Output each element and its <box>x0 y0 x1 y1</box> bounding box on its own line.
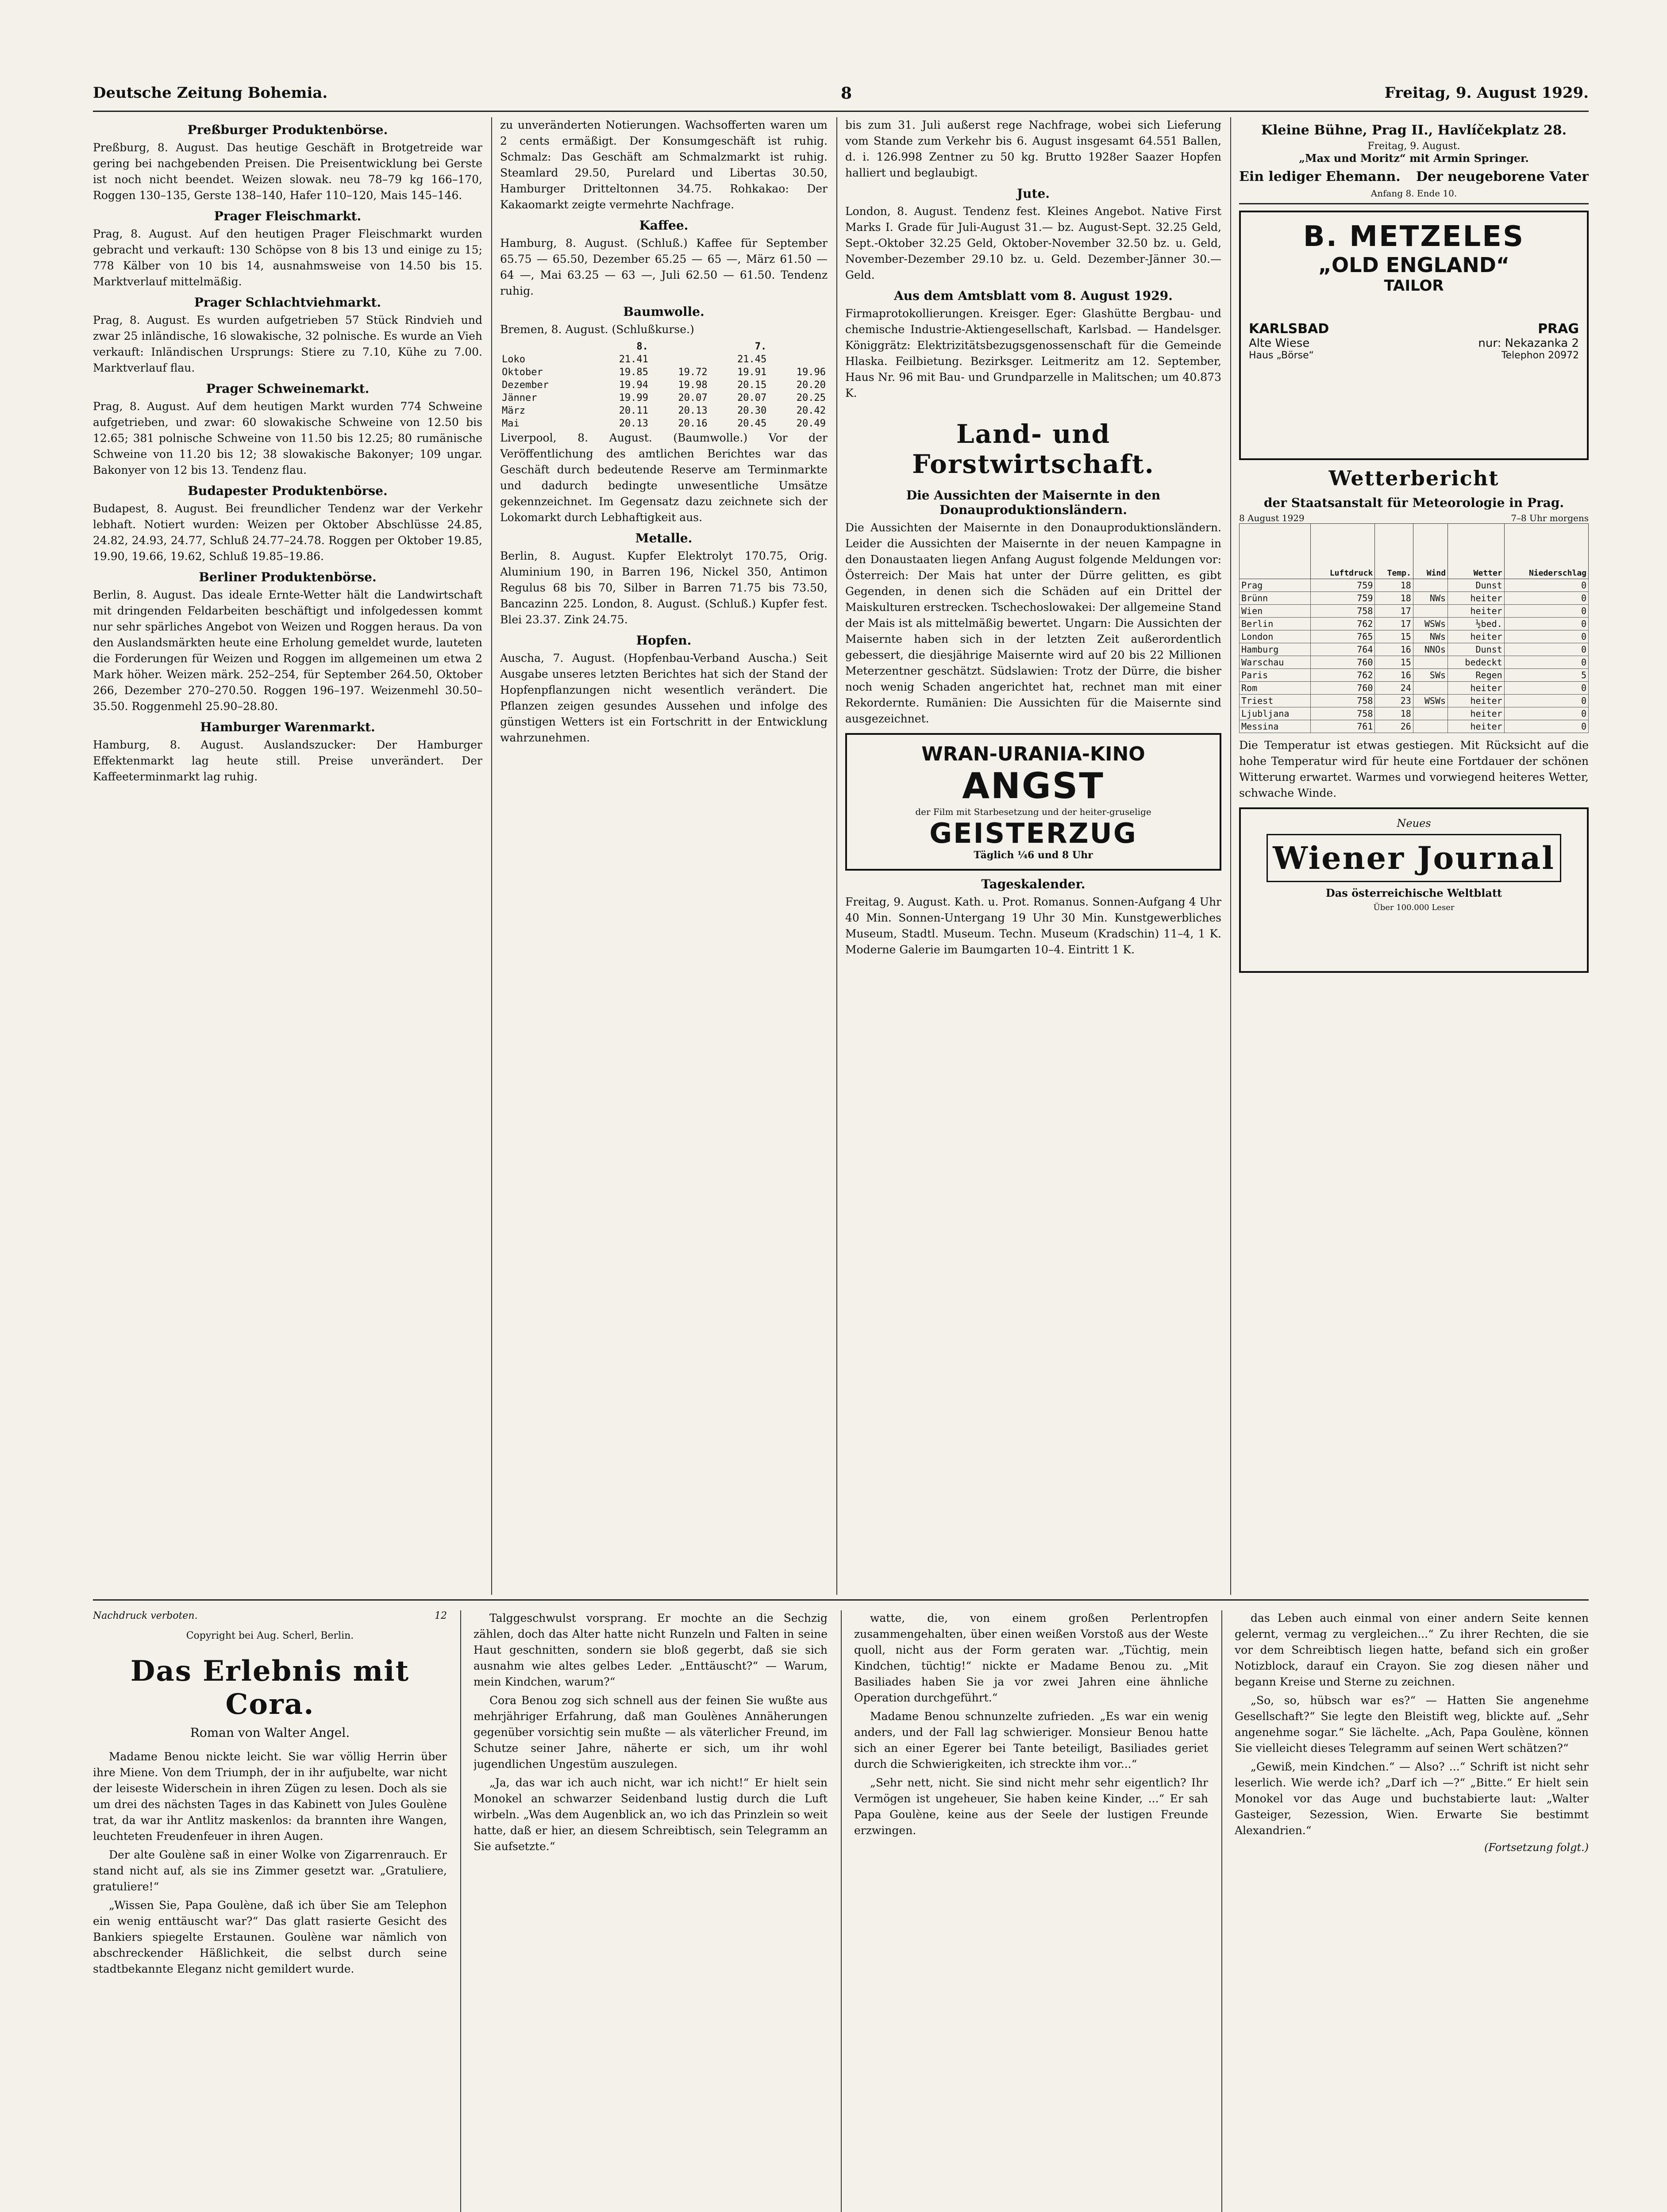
film-subtitle: der Film mit Starbesetzung und der heiter-gruselige <box>915 806 1151 817</box>
report-title: Kaffee. <box>639 218 689 233</box>
tailor-advertisement <box>1239 211 1589 460</box>
report-text: Liverpool, 8. August. (Baumwolle.) Vor der Veröffentlichung des amtlichen Berichtes war das Geschäft durch bedeutende Reserve am Terminmarkte und dadurch bedingte unwesentliche Umsätze gekennzeichnet. Im Gegensatz dazu zeichnete sich der Lokomarkt durch Lebhaftigkeit aus. <box>500 431 828 524</box>
report-text: Die Aussichten der Maisernte in den Donauproduktionsländern. Leider die Aussichten der Maisernte in der neuen Kampagne in den Donaustaaten liegen Anfang August folgende Meldungen vor: Österreich: Der Mais hat unter der Dürre gelitten, es gibt Gegenden, in denen sich die Schäden auf ein Drittel der Maiskulturen erstrecken. Tschechoslowakei: Der allgemeine Stand der Mais ist als mittelmäßig bewertet. Ungarn: Die Aussichten der Maisernte haben sich in der letzten Zeit außerordentlich gebessert, die diesjährige Maisernte wird auf 20 bis 22 Millionen Meterzentner geschätzt. Südslawien: Trotz der Dürre, die bisher noch wenig Schaden angerichtet hat, rechnet man mit einer Rekordernte. Rumänien: Die Aussichten für die Maisernte sind ausgezeichnet. <box>845 521 1221 725</box>
show-times: Anfang 8. Ende 10. <box>1371 188 1457 199</box>
shop-name: B. METZELES <box>1303 220 1525 253</box>
report-title: Prager Schweinemarkt. <box>206 381 370 396</box>
serial-column <box>854 1610 1208 2212</box>
continuation-note: (Fortsetzung folgt.) <box>1484 1841 1589 1854</box>
novel-title: Das Erlebnis mit Cora. <box>130 1655 410 1721</box>
report-text: Berlin, 8. August. Kupfer Elektrolyt 170.75, Orig. Aluminium 190, in Barren 196, Nickel 350, Antimon Regulus 68 bis 70, Silber in Barren 71.75 bis 73.50, Bancazinn 225. London, 8. August. (Schluß.) Kupfer fest. Blei 23.37. Zink 24.75. <box>500 549 828 626</box>
play-title: Der neugeborene Vater <box>1416 169 1589 184</box>
report-text: Freitag, 9. August. Kath. u. Prot. Romanus. Sonnen-Aufgang 4 Uhr 40 Min. Sonnen-Untergang 19 Uhr 30 Min. Kunstgewerbliches Museum, Stadtl. Museum. Techn. Museum (Kradschin) 11–4, 1 K. Moderne Galerie im Baumgarten 10–4. Eintritt 1 K. <box>845 895 1221 956</box>
reprint-notice: Nachdruck verboten. <box>93 1610 198 1621</box>
brand-name: „OLD ENGLAND“ <box>1318 253 1510 277</box>
column-divider <box>1221 1610 1222 2212</box>
report-text: Berlin, 8. August. Das ideale Ernte-Wetter hält die Landwirtschaft mit dringenden Feldarbeiten beschäftigt und infolgedessen kommt nur sehr spärliches Angebot von Weizen und Roggen heraus. Da von den Auslandsmärkten heute eine Erholung gemeldet wurde, lauteten die Forderungen für Weizen und Roggen im allgemeinen um etwa 2 Mark höher. Weizen märk. 252–254, für September 264.50, Oktober 266, Dezember 270–270.50. Roggen 196–197. Weizenmehl 30.50–35.50. Roggenmehl 25.90–28.80. <box>93 588 482 713</box>
market-report <box>93 484 482 565</box>
novel-paragraph: Madame Benou schnunzelte zufrieden. „Es war ein wenig anders, und der Fall lag schwieriger. Monsieur Benou hatte sich an einer Egerer bei Tante beteiligt, Basiliades geriet durch die Schwierigkeiten, ich streckte ihm vor...“ <box>854 1710 1208 1770</box>
film-title: GEISTERZUG <box>929 817 1137 849</box>
cotton-price-table <box>500 340 828 430</box>
serial-column <box>1235 1610 1589 2212</box>
novel-paragraph: watte, die, von einem großen Perlentropfen zusammengehalten, über einen weißen Vorstoß aus der Weste quoll, nicht aus der Form geraten war. „Tüchtig, mein Kindchen, tüchtig!“ nickte er Madame Benou zu. „Mit Basiliades haben Sie ja vor zwei Jahren eine ähnliche Operation durchgeführt.“ <box>854 1612 1208 1704</box>
weather-time: 7–8 Uhr morgens <box>1511 513 1589 523</box>
cinema-name: WRAN-URANIA-KINO <box>921 743 1145 765</box>
report-title: Preßburger Produktenbörse. <box>187 123 388 137</box>
report-title: Jute. <box>1016 186 1050 201</box>
page-header <box>93 84 1589 112</box>
table-row: Dezember 19.94 19.98 20.15 20.20 <box>502 380 826 391</box>
report-text: Hamburg, 8. August. Auslandszucker: Der Hamburger Effektenmarkt lag heute still. Preise unverändert. Der Kaffeeterminmarkt lag ruhig. <box>93 738 482 783</box>
table-row: Paris 762 16 SWs Regen 5 <box>1240 669 1589 682</box>
film-title: ANGST <box>962 765 1105 806</box>
novel-paragraph: das Leben auch einmal von einer andern Seite kennen gelernt, vermag zu vergleichen...“ Zu ihrer Rechten, die sie vor dem Schreibtisch liegen hatte, befand sich ein großer Notizblock, darauf ein Crayon. Sie zog diesen näher und begann Kreise und Sterne zu zeichnen. <box>1235 1612 1589 1688</box>
report-title: Baumwolle. <box>623 304 705 319</box>
report-title: Tageskalender. <box>981 877 1086 891</box>
section-divider <box>93 1599 1589 1601</box>
market-report <box>93 209 482 290</box>
report-text: Preßburg, 8. August. Das heutige Geschäft in Brotgetreide war gering bei nachgebenden Preisen. Die Preisentwicklung bei Gerste ist noch nicht beendet. Weizen slowak. neu 78–79 kg 166–170, Roggen 130–135, Gerste 138–140, Hafer 110–120, Mais 145–146. <box>93 141 482 202</box>
shop-city: PRAG <box>1538 321 1579 337</box>
weather-title: Wetterbericht <box>1328 466 1499 490</box>
market-reports-column <box>93 117 482 1595</box>
column-divider <box>841 1610 842 2212</box>
report-title: Aus dem Amtsblatt vom 8. August 1929. <box>894 288 1173 303</box>
novel-paragraph: „So, so, hübsch war es?“ — Hatten Sie angenehme Gesellschaft?“ Sie legte den Bleistift weg, blickte auf. „Sehr angenehme sogar.“ Sie lächelte. „Ach, Papa Goulène, können Sie vielleicht dieses Telegramm auf seinen Wert schätzen?“ <box>1235 1694 1589 1755</box>
column-divider <box>836 117 837 1595</box>
copyright-line: Copyright bei Aug. Scherl, Berlin. <box>186 1630 354 1641</box>
table-row: Warschau 760 15 bedeckt 0 <box>1240 656 1589 669</box>
page-number: 8 <box>841 84 852 103</box>
report-title: Metalle. <box>635 531 693 545</box>
table-row: Hamburg 764 16 NNOs Dunst 0 <box>1240 643 1589 656</box>
cinema-advertisement <box>845 733 1221 871</box>
novel-paragraph: Talggeschwulst vorsprang. Er mochte an die Sechzig zählen, doch das Alter hatte nicht Runzeln und Falten in seine Haut geschnitten, sondern sie bloß gegerbt, daß sie sich ausnahm wie altes gelbes Leder. „Enttäuscht?“ — Warum, mein Kindchen, warum?“ <box>474 1612 828 1688</box>
report-text: Prag, 8. August. Auf den heutigen Prager Fleischmarkt wurden gebracht und verkauft: 130 Schöpse von 8 bis 13 und einige zu 15; 778 Kälber von 10 bis 14, ausnahmsweise von 14.50 bis 15. Marktverlauf mittelmäßig. <box>93 227 482 288</box>
report-text: Prag, 8. August. Es wurden aufgetrieben 57 Stück Rindvieh und zwar 25 inländische, 16 slowakische, 32 polnische. Es wurde an Vieh verkauft: Inländischen Ursprungs: Stiere zu 7.10, Kühe zu 7.00. Marktverlauf flau. <box>93 314 482 374</box>
serial-column <box>474 1610 828 2212</box>
shop-address: Haus „Börse“ <box>1249 350 1314 361</box>
play-title: Ein lediger Ehemann. <box>1239 169 1401 184</box>
report-title: Hamburger Warenmarkt. <box>200 720 375 734</box>
table-row: Oktober 19.85 19.72 19.91 19.96 <box>502 367 826 378</box>
weather-forecast-text: Die Temperatur ist etwas gestiegen. Mit Rücksicht auf die hohe Temperatur wird für heute eine Fortdauer der schönen Witterung erwartet. Warmes und vorwiegend heiteres Wetter, schwache Winde. <box>1239 739 1589 799</box>
journal-readership: Über 100.000 Leser <box>1373 903 1455 912</box>
report-title: Prager Fleischmarkt. <box>214 209 362 223</box>
novel-paragraph: „Wissen Sie, Papa Goulène, daß ich über Sie am Telephon ein wenig enttäuscht war?“ Das glatt rasierte Gesicht des Bankiers spiegelte Erstaunen. Goulène war nämlich von abschreckender Häßlichkeit, die selbst durch seine stadtbekannte Eleganz nicht gemildert wurde. <box>93 1899 447 1975</box>
shop-address: Alte Wiese <box>1249 337 1310 350</box>
shop-city: KARLSBAD <box>1249 321 1329 337</box>
novel-paragraph: „Ja, das war ich auch nicht, war ich nicht!“ Er hielt sein Monokel an schwarzer Seidenband lustig durch die Luft wirbeln. „Was dem Augenblick an, wo ich das Prinzlein so weit hatte, daß er hier, an diesem Schreibtisch, sein Telegramm an Sie aufsetzte.“ <box>474 1776 828 1853</box>
report-title: Budapester Produktenbörse. <box>188 484 388 498</box>
weather-report <box>1239 466 1589 801</box>
report-title: Hopfen. <box>636 633 692 648</box>
table-row: Messina 761 26 heiter 0 <box>1240 720 1589 733</box>
table-header-row: Luftdruck Temp. Wind Wetter Niederschlag <box>1240 524 1589 579</box>
table-row: Mai 20.13 20.16 20.45 20.49 <box>502 418 826 429</box>
trade-name: TAILOR <box>1384 277 1444 295</box>
report-text: Budapest, 8. August. Bei freundlicher Tendenz war der Verkehr lebhaft. Notiert wurden: Weizen per Oktober Abschlüsse 24.85, 24.82, 24.93, 24.77, Schluß 24.77–24.78. Roggen per Oktober 19.85, 19.90, 19.66, 19.62, Schluß 19.85–19.86. <box>93 502 482 563</box>
report-text: Prag, 8. August. Auf dem heutigen Markt wurden 774 Schweine aufgetrieben, und zwar: 60 slowakische Schweine von 12.50 bis 12.65; 381 polnische Schweine von 11.50 bis 12.25; 80 rumänische Schweine von 11.20 bis 12; 38 slowakische Bakonyer; 109 ungar. Bakonyer von 12 bis 13. Tendenz flau. <box>93 400 482 476</box>
table-row: Brünn 759 18 NWs heiter 0 <box>1240 592 1589 605</box>
show-times: Täglich ¼6 und 8 Uhr <box>974 849 1093 861</box>
table-row: Rom 760 24 heiter 0 <box>1240 682 1589 695</box>
journal-advertisement <box>1239 807 1589 973</box>
novel-paragraph: Der alte Goulène saß in einer Wolke von Zigarrenrauch. Er stand nicht auf, als sie ins Zimmer gesetzt war. „Gratuliere, gratuliere!“ <box>93 1848 447 1893</box>
column-divider <box>491 117 492 1595</box>
table-row: Berlin 762 17 WSWs ½bed. 0 <box>1240 618 1589 630</box>
market-report <box>93 570 482 714</box>
report-text: Hamburg, 8. August. (Schluß.) Kaffee für September 65.75 — 65.50, Dezember 65.25 — 65 —, März 61.50 — 64 —, Mai 63.25 — 63 —, Juli 62.50 — 61.50. Tendenz ruhig. <box>500 237 828 297</box>
weather-date: 8 August 1929 <box>1239 513 1305 523</box>
commodities-column <box>500 117 828 1595</box>
report-text: Bremen, 8. August. (Schlußkurse.) <box>500 323 694 336</box>
report-title: Die Aussichten der Maisernte in den Donauproduktionsländern. <box>906 488 1161 517</box>
shop-address: nur: Nekazanka 2 <box>1478 337 1579 350</box>
newspaper-name: Deutsche Zeitung Bohemia. <box>93 84 328 102</box>
table-row: März 20.11 20.13 20.30 20.42 <box>502 405 826 416</box>
novel-paragraph: „Gewiß, mein Kindchen.“ — Also? ...“ Schrift ist nicht sehr leserlich. Wie werde ich? „Darf ich —?“ „Bitte.“ Er hielt sein Monokel vor das Auge und buchstabierte laut: „Walter Gasteiger, Sezession, Wien. Erwarte Sie bestimmt Alexandrien.“ <box>1235 1760 1589 1837</box>
serial-novel-section <box>93 1610 1589 2212</box>
report-text: Firmaprotokollierungen. Kreisger. Eger: Glashütte Bergbau- und chemische Industrie-Aktiengesellschaft, Karlsbad. — Handelsger. Königgrätz: Elektrizitätsbezugsgenossenschaft für die Gemeinde Hlaska. Feilbietung. Bezirksger. Leitmeritz am 12. September, Haus Nr. 96 mit Bau- und Grundparzelle in Malitschen; um 40.873 K. <box>845 307 1221 399</box>
section-heading: Land- und Forstwirtschaft. <box>912 419 1155 479</box>
column-divider <box>460 1610 461 2212</box>
weather-subtitle: der Staatsanstalt für Meteorologie in Prag. <box>1263 495 1564 510</box>
table-row: London 765 15 NWs heiter 0 <box>1240 630 1589 643</box>
table-row: Triest 758 23 WSWs heiter 0 <box>1240 695 1589 707</box>
weather-table <box>1239 523 1589 733</box>
novel-paragraph: Cora Benou zog sich schnell aus der feinen Sie wußte aus mehrjähriger Erfahrung, daß man Goulènes Annäherungen gegenüber vorsichtig sein mußte — als väterlicher Freund, im Schutze seiner Jahre, näherte er sich, um ihr wohl jugendlichen Ungestüm auszulegen. <box>474 1694 828 1770</box>
serial-column <box>93 1610 447 2212</box>
novel-author: Roman von Walter Angel. <box>190 1725 350 1740</box>
report-text: London, 8. August. Tendenz fest. Kleines Angebot. Native First Marks I. Grade für Juli-August 31.— bz. August-Sept. 32.25 Geld, Sept.-Oktober 32.25 Geld, Oktober-November 32.50 bz. u. Geld, November-Dezember 29.10 bz. u. Geld. Dezember-Jänner 30.— Geld. <box>845 205 1221 281</box>
journal-label: Neues <box>1397 817 1431 830</box>
report-text: zu unveränderten Notierungen. Wachsofferten waren um 2 cents ermäßigt. Der Konsumgeschäft ist ruhig. Schmalz: Das Geschäft am Schmalzmarkt ist ruhig. Steamlard 29.50, Purelard und Libertas 30.50, Hamburger Dritteltonnen 34.75. Rohkakao: Der Kakaomarkt zeigte vermehrte Nachfrage. <box>500 119 828 211</box>
theater-notice <box>1239 123 1589 204</box>
journal-title: Wiener Journal <box>1267 834 1561 882</box>
installment-number: 12 <box>435 1610 447 1621</box>
theater-title: Kleine Bühne, Prag II., Havlíčekplatz 28. <box>1261 123 1567 138</box>
table-row: Loko 21.41 21.45 <box>502 354 767 365</box>
novel-paragraph: „Sehr nett, nicht. Sie sind nicht mehr sehr eigentlich? Ihr Vermögen ist ungeheuer, Sie haben keine Kinder, ...“ Er sah Papa Goulène, keine aus der Seele der lustigen Freunde erzwingen. <box>854 1776 1208 1837</box>
novel-paragraph: Madame Benou nickte leicht. Sie war völlig Herrin über ihre Miene. Von dem Triumph, der in ihr aufjubelte, war nicht der leiseste Widerschein in ihren Zügen zu lesen. Doch als sie um drei des nächsten Tages in das Kabinett von Jules Goulène trat, da war ihr Antlitz maskenlos: da brannten ihre Wangen, leuchteten Freudenfeuer in ihren Augen. <box>93 1750 447 1843</box>
report-title: Berliner Produktenbörse. <box>199 570 377 584</box>
market-report <box>93 720 482 785</box>
theater-date: Freitag, 9. August. <box>1367 141 1460 152</box>
table-row: Prag 759 18 Dunst 0 <box>1240 579 1589 592</box>
market-report <box>93 295 482 376</box>
report-text: Auscha, 7. August. (Hopfenbau-Verband Auscha.) Seit Ausgabe unseres letzten Berichtes hat sich der Stand der Hopfenpflanzungen nicht wesentlich verändert. Die Pflanzen zeigen gesundes Aussehen und infolge des günstigen Wetters ist ein Fortschritt in der Entwicklung wahrzunehmen. <box>500 652 828 744</box>
report-text: bis zum 31. Juli außerst rege Nachfrage, wobei sich Lieferung vom Stande zum Verkehr bis 6. August insgesamt 64.551 Ballen, d. i. 126.998 Zentner zu 50 kg. Brutto 1928er Saazer Hopfen halliert und beglaubigt. <box>845 119 1221 179</box>
journal-subtitle: Das österreichische Weltblatt <box>1325 887 1502 899</box>
agriculture-column <box>845 117 1221 1595</box>
market-report <box>93 123 482 204</box>
report-title: Prager Schlachtviehmarkt. <box>194 295 381 310</box>
table-header-row: 8. 7. <box>636 341 767 352</box>
table-row: Jänner 19.99 20.07 20.07 20.25 <box>502 392 826 403</box>
play-title: „Max und Moritz“ mit Armin Springer. <box>1299 152 1529 165</box>
column-divider <box>1230 117 1231 1595</box>
shop-phone: Telephon 20972 <box>1501 350 1579 361</box>
ads-weather-column <box>1239 117 1589 1595</box>
market-report <box>93 381 482 478</box>
table-row: Ljubljana 758 18 heiter 0 <box>1240 707 1589 720</box>
issue-date: Freitag, 9. August 1929. <box>1384 84 1589 102</box>
table-row: Wien 758 17 heiter 0 <box>1240 605 1589 618</box>
